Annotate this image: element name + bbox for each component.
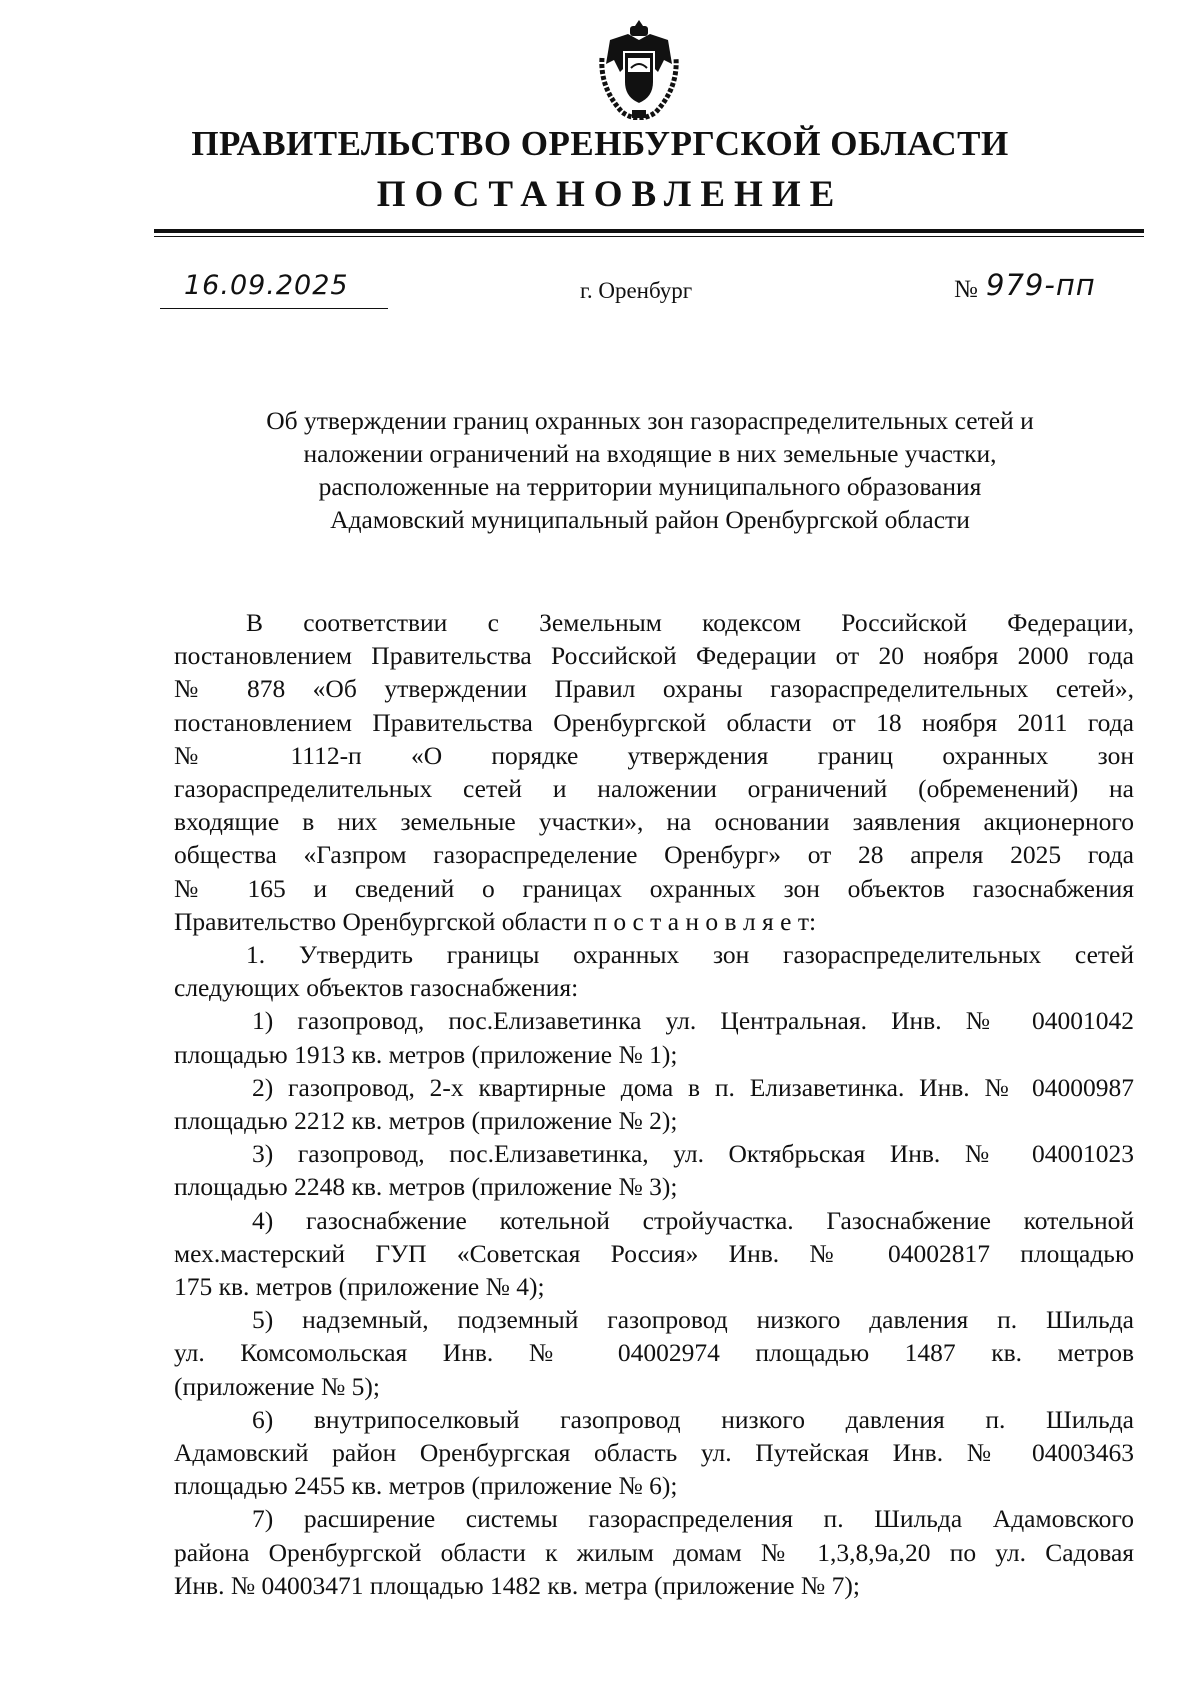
body-line: 4) газоснабжение котельной стройучастка. Газоснабжение котельной: [252, 1205, 1134, 1235]
body-line: 5) надземный, подземный газопровод низкого давления п. Шильда: [252, 1305, 1134, 1335]
body-line: № 165 и сведений о границах охранных зон объектов газоснабжения: [174, 873, 1134, 903]
body-line: 6) внутрипоселковый газопровод низкого давления п. Шильда: [252, 1404, 1134, 1434]
body-line: входящие в них земельные участки», на основании заявления акционерного: [174, 807, 1134, 837]
body-line: ул. Комсомольская Инв. № 04002974 площадью 1487 кв. метров: [174, 1338, 1134, 1368]
title-line: наложении ограничений на входящие в них земельные участки,: [303, 439, 997, 468]
body-line: № 1112-п «О порядке утверждения границ охранных зон: [174, 740, 1134, 770]
coat-of-arms-icon: [598, 18, 680, 120]
body-line: площадью 1913 кв. метров (приложение № 1);: [174, 1039, 678, 1069]
body-line: площадью 2248 кв. метров (приложение № 3);: [174, 1172, 678, 1202]
document-city: г. Оренбург: [580, 278, 693, 303]
body-line: В соответствии с Земельным кодексом Российской Федерации,: [246, 608, 1134, 637]
body-line: (приложение № 5);: [174, 1371, 380, 1401]
body-line: постановлением Правительства Оренбургской области от 18 ноября 2011 года: [174, 707, 1134, 737]
body-line: 1. Утвердить границы охранных зон газораспределительных сетей: [246, 940, 1134, 970]
body-line: мех.мастерский ГУП «Советская Россия» Инв. № 04002817 площадью: [174, 1238, 1134, 1268]
body-line: постановлением Правительства Российской Федерации от 20 ноября 2000 года: [174, 641, 1134, 671]
title-line: Об утверждении границ охранных зон газораспределительных сетей и: [266, 406, 1034, 435]
body-line: района Оренбургской области к жилым домам № 1,3,8,9а,20 по ул. Садовая: [174, 1537, 1134, 1567]
body-line: Инв. № 04003471 площадью 1482 кв. метра (приложение № 7);: [174, 1570, 860, 1600]
header-divider-thin: [154, 236, 1144, 237]
body-line: 3) газопровод, пос.Елизаветинка, ул. Октябрьская Инв. № 04001023: [252, 1139, 1134, 1169]
title-line: Адамовский муниципальный район Оренбургской области: [330, 505, 970, 534]
body-line: 1) газопровод, пос.Елизаветинка ул. Центральная. Инв. № 04001042: [252, 1006, 1134, 1036]
body-line: следующих объектов газоснабжения:: [174, 973, 579, 1003]
date-underline: [160, 308, 388, 309]
header-divider-thick: [154, 229, 1144, 233]
body-line: № 878 «Об утверждении Правил охраны газораспределительных сетей»,: [174, 674, 1134, 704]
body-line: площадью 2212 кв. метров (приложение № 2);: [174, 1106, 678, 1136]
number-sign: №: [954, 276, 978, 303]
body-line: общества «Газпром газораспределение Оренбург» от 28 апреля 2025 года: [174, 840, 1134, 870]
body-line: Адамовский район Оренбургская область ул. Путейская Инв. № 04003463: [174, 1438, 1134, 1468]
body-line: Правительство Оренбургской области п о с т а н о в л я е т:: [174, 906, 817, 936]
document-title: [150, 404, 1150, 536]
body-line: 7) расширение системы газораспределения п. Шильда Адамовского: [252, 1504, 1134, 1534]
body-line: 2) газопровод, 2-х квартирные дома в п. Елизаветинка. Инв. № 04000987: [252, 1072, 1134, 1102]
document-date: 16.09.2025: [184, 270, 349, 301]
document-number: 979-пп: [986, 268, 1096, 302]
body-line: площадью 2455 кв. метров (приложение № 6);: [174, 1471, 678, 1501]
document-type: ПОСТАНОВЛЕНИЕ: [376, 174, 844, 215]
title-line: расположенные на территории муниципального образования: [318, 472, 982, 501]
organization-name: ПРАВИТЕЛЬСТВО ОРЕНБУРГСКОЙ ОБЛАСТИ: [191, 124, 1009, 163]
document-body: [174, 606, 1134, 1602]
body-line: 175 кв. метров (приложение № 4);: [174, 1272, 545, 1302]
body-line: газораспределительных сетей и наложении ограничений (обременений) на: [174, 774, 1134, 804]
